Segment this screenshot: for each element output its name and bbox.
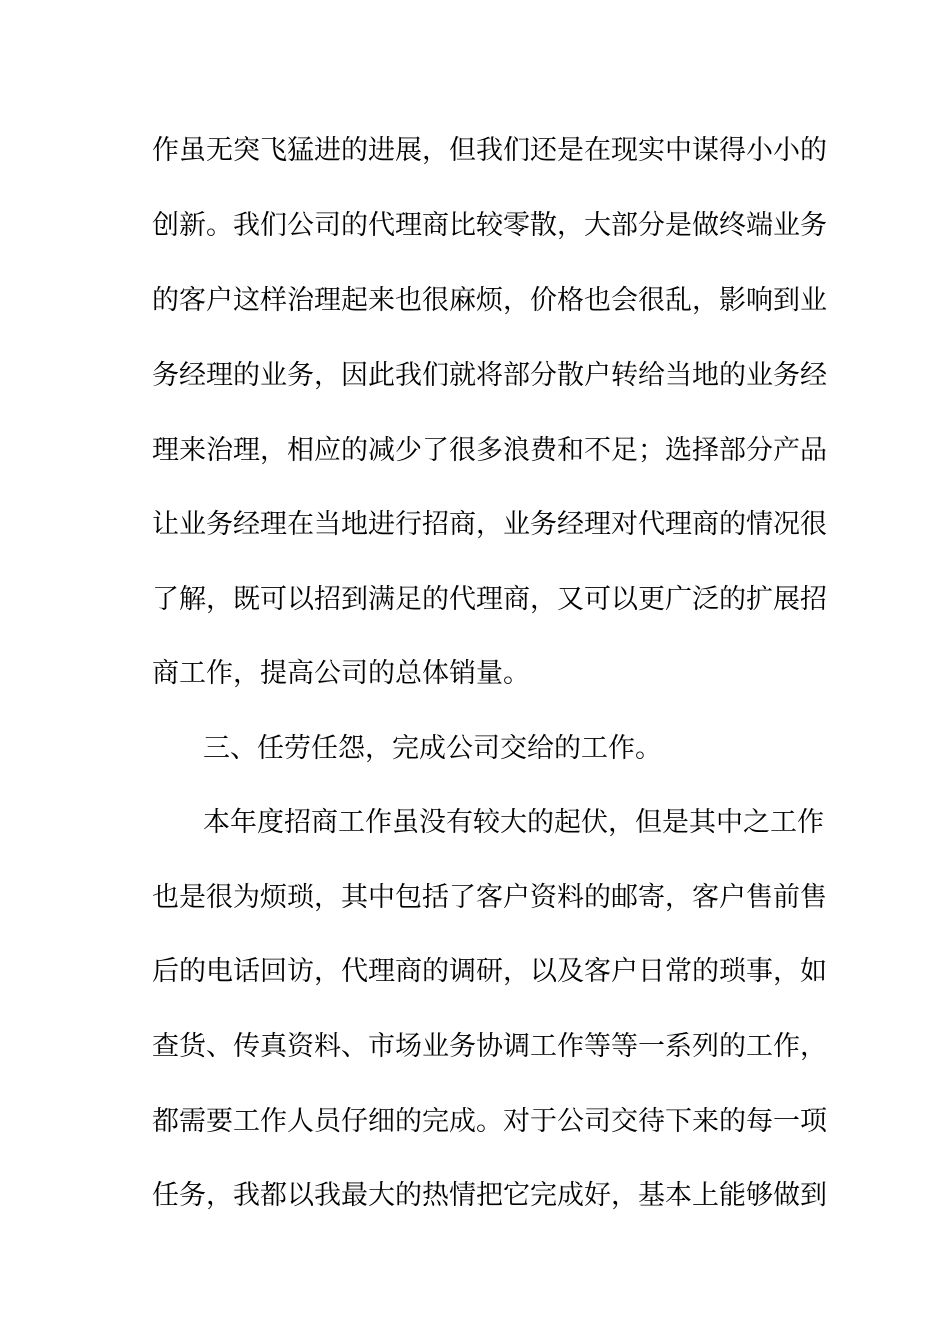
body-text-line: 后的电话回访，代理商的调研，以及客户日常的琐事，如 — [152, 956, 827, 987]
body-text-line: 本年度招商工作虽没有较大的起伏，但是其中之工作 — [203, 807, 824, 838]
body-text-line: 商工作，提高公司的总体销量。 — [152, 658, 530, 689]
body-text-line: 也是很为烦琐，其中包括了客户资料的邮寄，客户售前售 — [152, 882, 827, 913]
body-text-line: 任务，我都以我最大的热情把它完成好，基本上能够做到 — [152, 1180, 827, 1211]
body-text-line: 作虽无突飞猛进的进展，但我们还是在现实中谋得小小的 — [152, 135, 827, 166]
body-text-line: 的客户这样治理起来也很麻烦，价格也会很乱，影响到业 — [152, 285, 827, 316]
section-heading: 三、任劳任怨，完成公司交给的工作。 — [203, 733, 662, 764]
body-text-line: 查货、传真资料、市场业务协调工作等等一系列的工作， — [152, 1031, 827, 1062]
body-text-line: 了解，既可以招到满足的代理商，又可以更广泛的扩展招 — [152, 584, 827, 615]
body-text-line: 都需要工作人员仔细的完成。对于公司交待下来的每一项 — [152, 1106, 827, 1137]
body-text-line: 理来治理，相应的减少了很多浪费和不足；选择部分产品 — [152, 435, 827, 466]
body-text-line: 让业务经理在当地进行招商，业务经理对代理商的情况很 — [152, 509, 827, 540]
body-text-line: 务经理的业务，因此我们就将部分散户转给当地的业务经 — [152, 360, 827, 391]
body-text-line: 创新。我们公司的代理商比较零散，大部分是做终端业务 — [152, 210, 827, 241]
